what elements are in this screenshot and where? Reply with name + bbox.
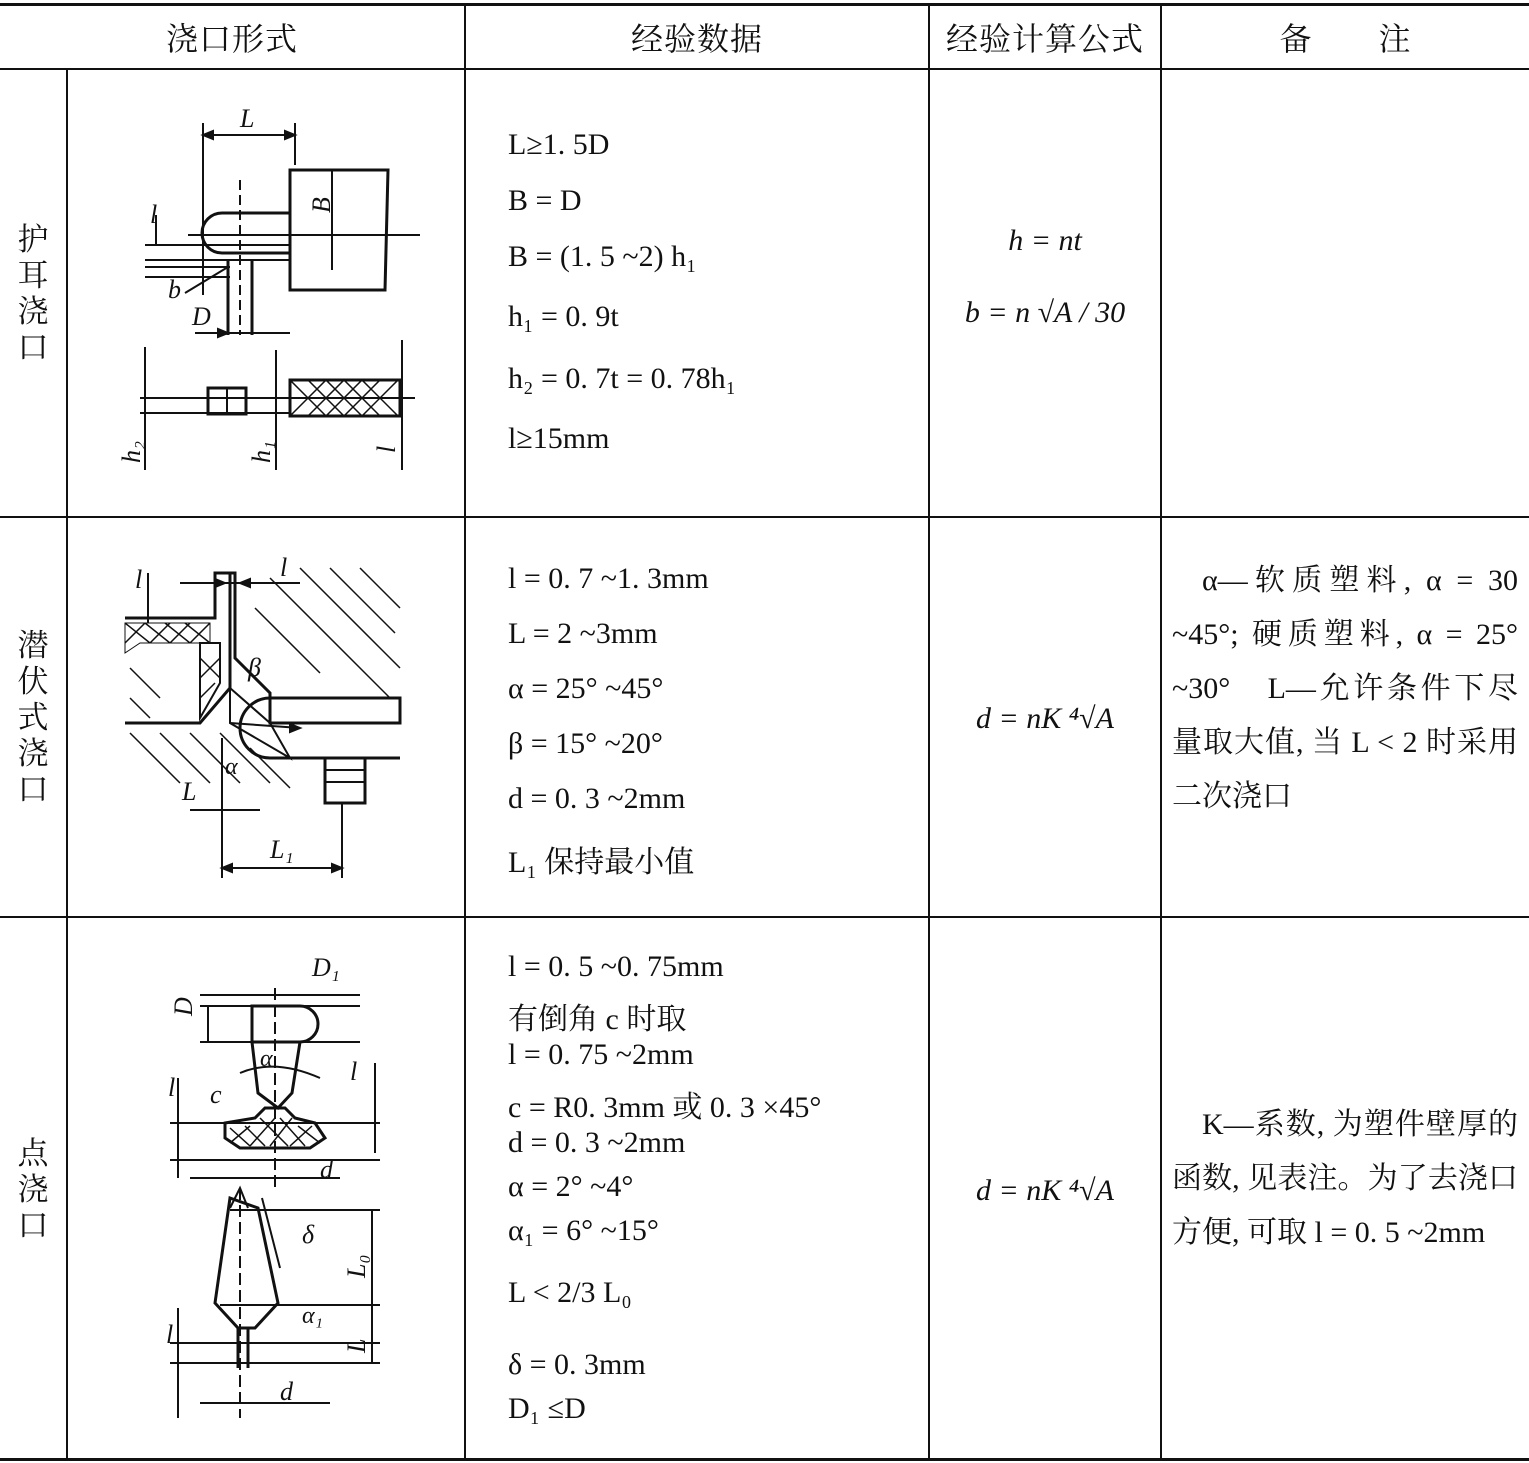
pin-data-line: 有倒角 c 时取 (508, 1003, 687, 1036)
pin-label-L: L (342, 1338, 371, 1353)
rule-v-name (66, 69, 68, 1459)
pin-gate-drawing (130, 948, 430, 1428)
ear-data-line: l≥15mm (508, 422, 610, 455)
pin-data-line: δ = 0. 3mm (508, 1348, 646, 1381)
pin-label-D1: D₁ (312, 953, 340, 982)
ear-gate-drawing (100, 95, 440, 495)
ear-label-B: B (307, 197, 336, 213)
sub-formula-line: d = nK ⁴√A (976, 702, 1114, 735)
submarine-gate-data (508, 562, 709, 892)
pin-label-alpha1: α₁ (302, 1303, 323, 1329)
sub-data-line: L = 2 ~3mm (508, 617, 658, 650)
sub-data-line: d = 0. 3 ~2mm (508, 782, 686, 815)
ear-data-line: B = D (508, 184, 582, 217)
pin-gate-data (508, 950, 821, 1436)
sub-label-L1: L₁ (270, 835, 294, 864)
header-formula: 经验计算公式 (945, 19, 1144, 58)
ear-label-D: D (192, 302, 211, 331)
sub-note-text: α—软质塑料, α = 30 ~45°; 硬质塑料, α = 25° ~30° L—允许条件下尽量取大值, 当 L < 2 时采用二次浇口 (1172, 564, 1518, 813)
row-name-submarine-gate: 潜伏式浇口 (17, 628, 49, 808)
pin-gate-formula (930, 1174, 1160, 1208)
pin-label-d-bottom: d (280, 1377, 293, 1406)
sub-label-L: L (182, 777, 197, 806)
pin-note-text: K—系数, 为塑件壁厚的函数, 见表注。为了去浇口方便, 可取 l = 0. 5 ~2mm (1172, 1108, 1518, 1249)
pin-formula-line: d = nK ⁴√A (976, 1174, 1114, 1207)
ear-data-line: h₁ = 0. 9t (508, 300, 619, 333)
ear-data-line: B = (1. 5 ~2) h₁ (508, 240, 697, 273)
header-notes: 备 注 (1279, 19, 1412, 58)
pin-data-line: l = 0. 5 ~0. 75mm (508, 950, 724, 983)
header-gate-type: 浇口形式 (165, 19, 298, 58)
ear-data-line: L≥1. 5D (508, 128, 610, 161)
pin-data-line: c = R0. 3mm 或 0. 3 ×45° (508, 1091, 822, 1124)
sub-data-line: α = 25° ~45° (508, 672, 664, 705)
ear-gate-data (508, 128, 736, 478)
ear-data-line: h₂ = 0. 7t = 0. 78h₁ (508, 362, 737, 395)
row-name-ear-gate: 护耳浇口 (17, 222, 49, 366)
rule-v-1 (464, 4, 466, 1459)
sub-label-l-left: l (135, 565, 143, 594)
ear-label-l-bottom: l (372, 445, 401, 453)
sub-data-line: L₁ 保持最小值 (508, 846, 695, 879)
ear-formula-line: h = nt (1008, 224, 1082, 257)
ear-label-h1: h₁ (247, 440, 276, 463)
submarine-gate-formula (930, 702, 1160, 736)
pin-data-line: α₁ = 6° ~15° (508, 1214, 659, 1247)
ear-label-L: L (240, 104, 255, 133)
pin-label-c: c (210, 1080, 222, 1109)
pin-data-line: α = 2° ~4° (508, 1170, 634, 1203)
pin-label-l-left: l (168, 1073, 176, 1102)
ear-formula-line: b = n √A / 30 (964, 296, 1126, 329)
pin-label-D: D (169, 997, 198, 1016)
rule-row2 (0, 916, 1529, 918)
pin-label-L0: L₀ (342, 1254, 371, 1278)
pin-data-line: D₁ ≤D (508, 1392, 586, 1425)
sub-label-beta: β (248, 653, 261, 682)
submarine-gate-note (1172, 554, 1518, 824)
submarine-gate-drawing (120, 548, 420, 888)
pin-label-alpha: α (260, 1046, 273, 1072)
sub-data-line: l = 0. 7 ~1. 3mm (508, 562, 709, 595)
ear-label-l-top: l (150, 200, 158, 229)
rule-v-3 (1160, 4, 1162, 1459)
pin-data-line: l = 0. 75 ~2mm (508, 1038, 694, 1071)
pin-label-l-bottom: l (166, 1320, 174, 1349)
pin-gate-note (1172, 1098, 1518, 1260)
row-name-pin-gate: 点浇口 (17, 1136, 49, 1244)
pin-data-line: d = 0. 3 ~2mm (508, 1126, 686, 1159)
ear-label-b: b (168, 275, 181, 304)
rule-row1 (0, 516, 1529, 518)
sub-data-line: β = 15° ~20° (508, 727, 663, 760)
rule-header (0, 68, 1529, 70)
pin-label-l-right: l (350, 1057, 358, 1086)
pin-label-delta: δ (302, 1220, 315, 1249)
ear-label-h2: h₂ (117, 440, 146, 463)
sub-label-alpha: α (225, 754, 238, 780)
pin-label-d-top: d (320, 1155, 333, 1184)
sub-label-l-top: l (280, 553, 288, 582)
rule-bottom (0, 1458, 1529, 1461)
ear-gate-formula (930, 224, 1160, 330)
header-empirical-data: 经验数据 (630, 19, 763, 58)
pin-data-line: L < 2/3 L₀ (508, 1276, 632, 1309)
